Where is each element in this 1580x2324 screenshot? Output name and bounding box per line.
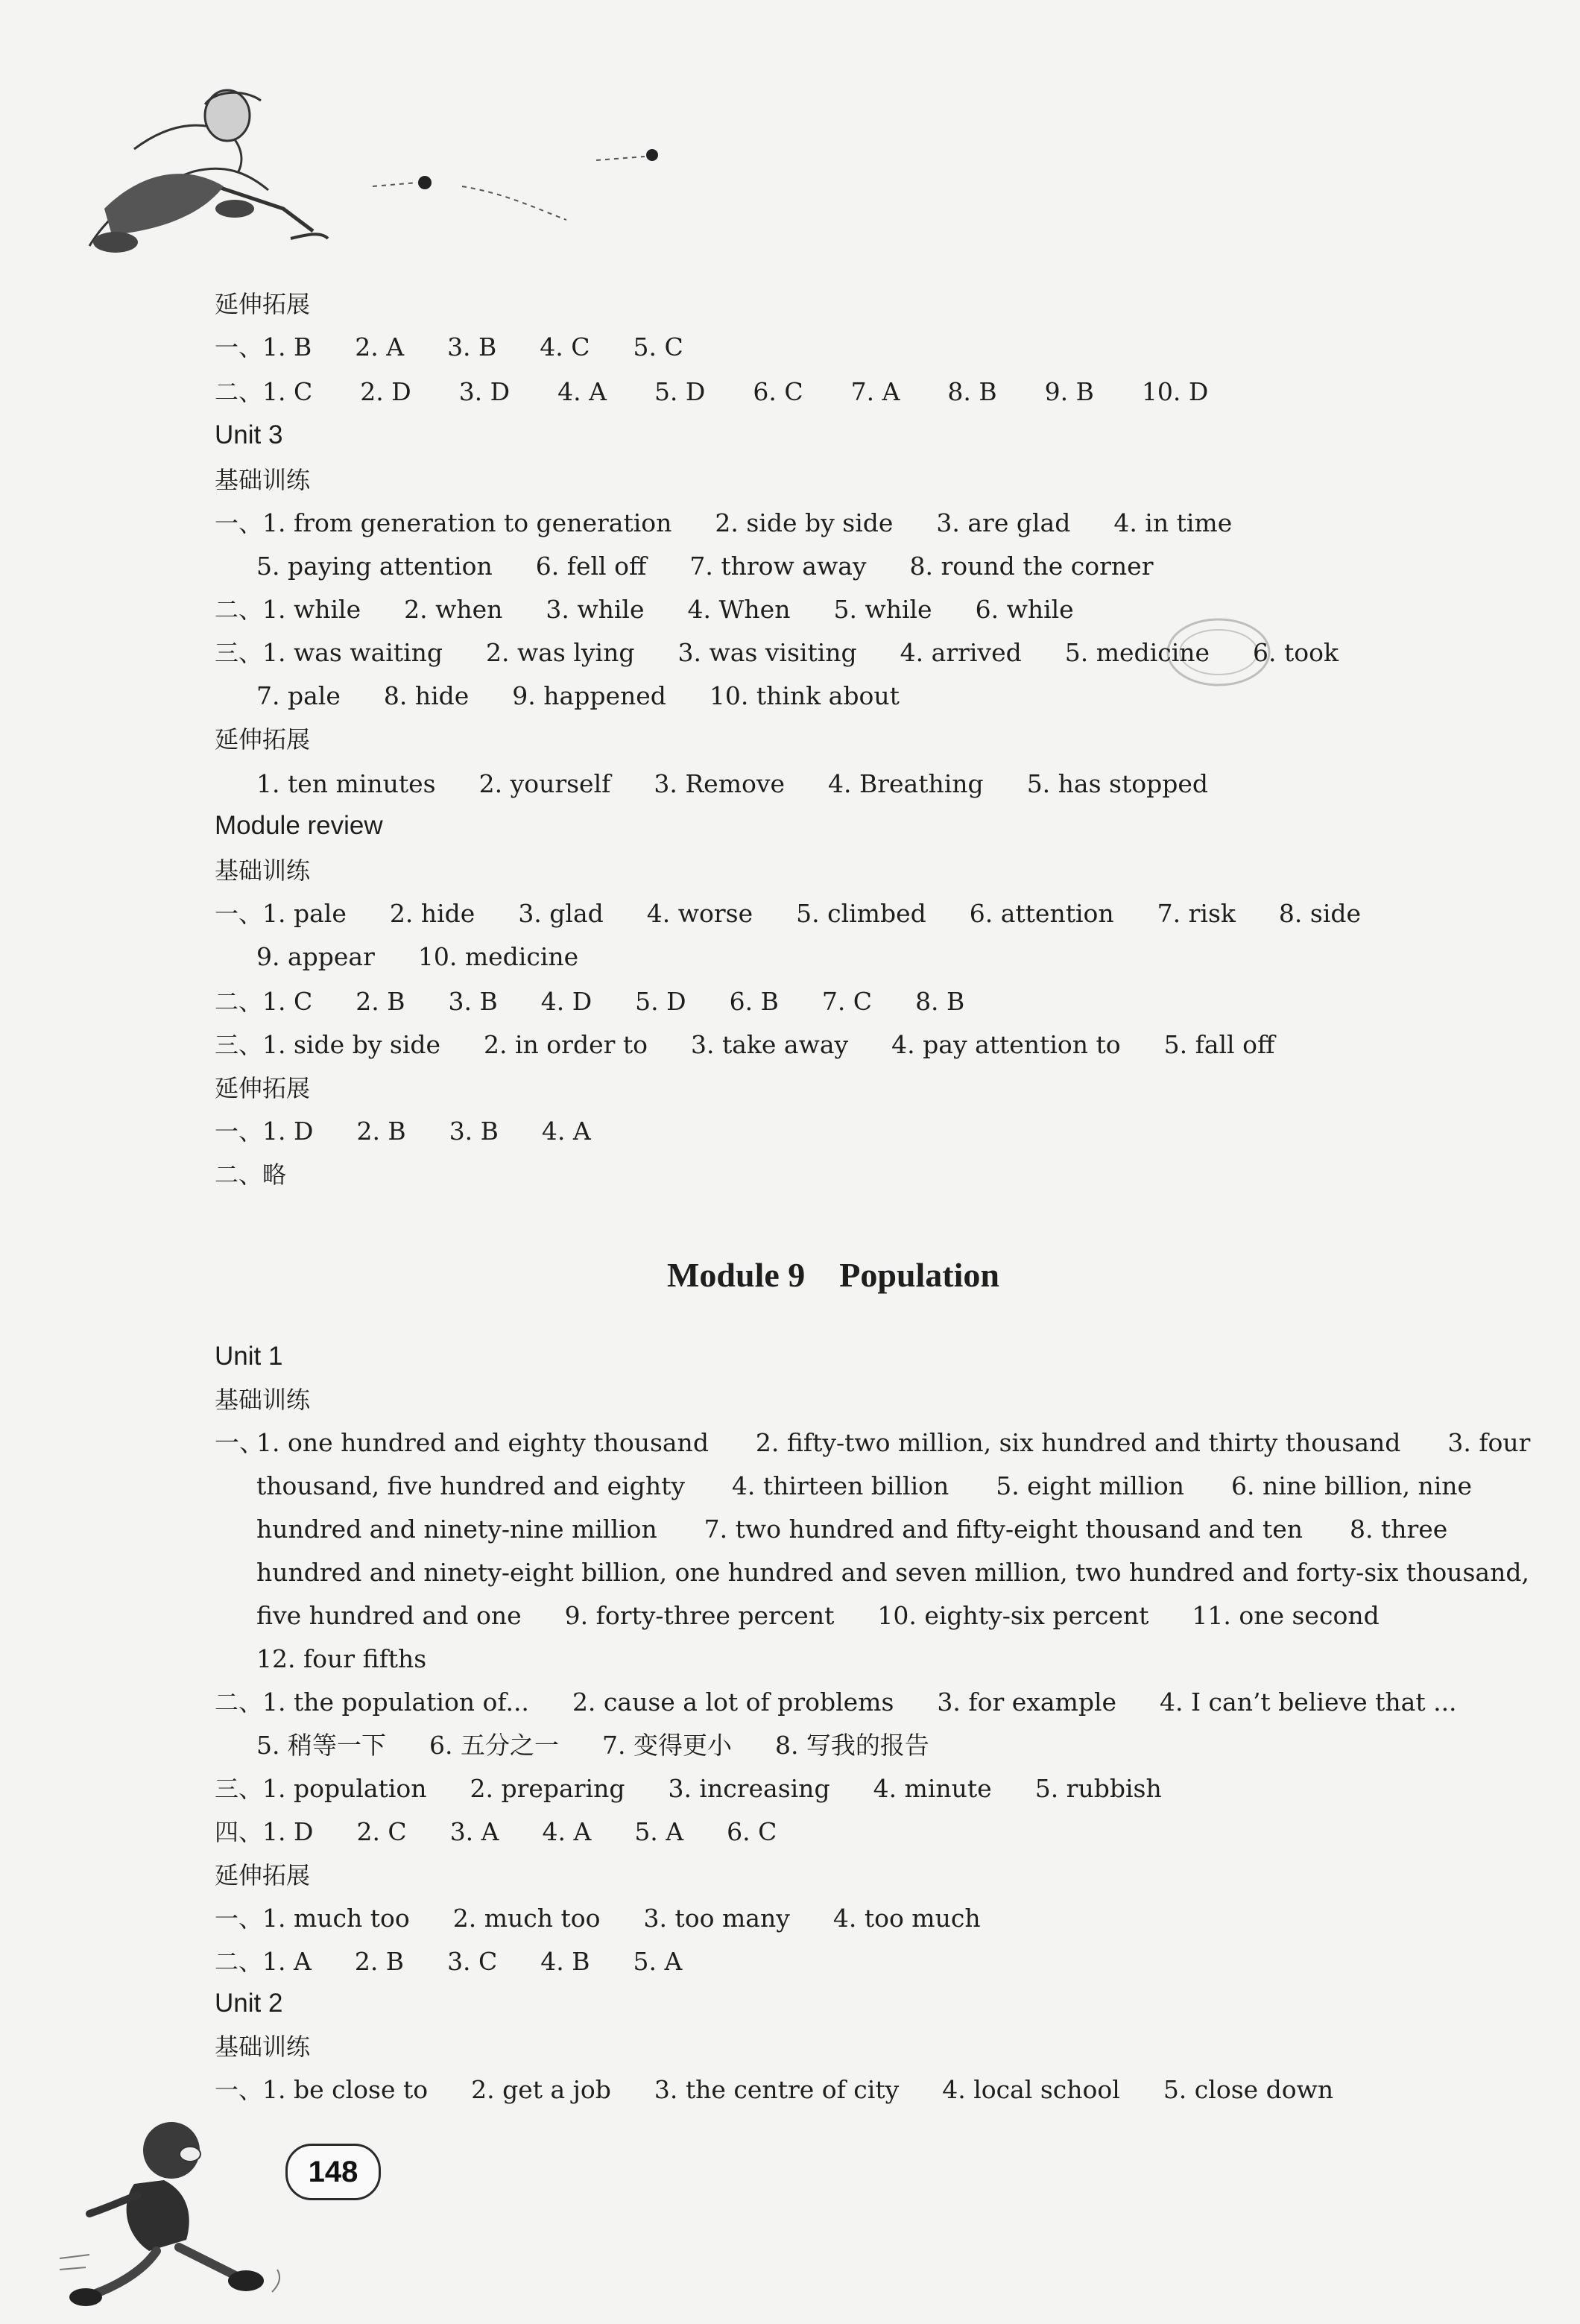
section-heading: 延伸拓展 <box>215 1861 311 1889</box>
answer-text-line: hundred and ninety-nine million 7. two hundred and fifty-eight thousand and ten 8. three <box>256 1515 1448 1544</box>
hockey-player-illustration <box>45 60 671 268</box>
unit-title: Unit 2 <box>215 1989 283 2018</box>
answer-row: 一、1. B 2. A 3. B 4. C 5. C <box>215 332 683 361</box>
answer-row-prefix: 一、 <box>215 1428 264 1457</box>
answer-row: 9. appear 10. medicine <box>256 942 579 971</box>
answer-row: 1. ten minutes 2. yourself 3. Remove 4. Breathing 5. has stopped <box>256 769 1208 798</box>
answer-row: 二、1. the population of... 2. cause a lot of problems 3. for example 4. I can’t believe that ... <box>215 1687 1457 1717</box>
answer-row: 二、1. while 2. when 3. while 4. When 5. while 6. while <box>215 595 1074 624</box>
unit-title: Unit 3 <box>215 420 283 449</box>
answer-row: 12. four fifths <box>256 1644 427 1673</box>
answer-row: 一、1. pale 2. hide 3. glad 4. worse 5. climbed 6. attention 7. risk 8. side <box>215 899 1362 928</box>
answer-row: 二、略 <box>215 1161 287 1189</box>
section-heading: 延伸拓展 <box>215 725 311 754</box>
answer-row: 四、1. D 2. C 3. A 4. A 5. A 6. C <box>215 1817 777 1846</box>
answer-row: 7. pale 8. hide 9. happened 10. think about <box>256 681 900 710</box>
answer-row: 一、1. much too 2. much too 3. too many 4. too much <box>215 1904 981 1933</box>
answer-text-line: thousand, five hundred and eighty 4. thirteen billion 5. eight million 6. nine billion, nine <box>256 1471 1473 1500</box>
answer-row: 5. paying attention 6. fell off 7. throw away 8. round the corner <box>256 552 1154 581</box>
page-number: 148 <box>285 2144 381 2200</box>
section-heading: 基础训练 <box>215 856 311 885</box>
section-heading: 基础训练 <box>215 466 311 494</box>
answer-row: 一、1. from generation to generation 2. side by side 3. are glad 4. in time <box>215 508 1233 537</box>
answer-row: 三、1. side by side 2. in order to 3. take away 4. pay attention to 5. fall off <box>215 1030 1275 1059</box>
unit-title: Module review <box>215 811 383 840</box>
section-heading: 基础训练 <box>215 1386 311 1414</box>
section-heading: 延伸拓展 <box>215 1074 311 1102</box>
answer-row: 二、1. C 2. D 3. D 4. A 5. D 6. C 7. A 8. B 9. B 10. D <box>215 377 1209 406</box>
section-heading: 延伸拓展 <box>215 290 311 318</box>
answer-text-line: 1. one hundred and eighty thousand 2. fifty-two million, six hundred and thirty thousand 3. four <box>256 1428 1531 1457</box>
answer-row: 二、1. A 2. B 3. C 4. B 5. A <box>215 1947 683 1976</box>
answer-row: 二、1. C 2. B 3. B 4. D 5. D 6. B 7. C 8. B <box>215 987 965 1016</box>
answer-row: 一、1. be close to 2. get a job 3. the centre of city 4. local school 5. close down <box>215 2075 1334 2104</box>
answer-row: 5. 稍等一下 6. 五分之一 7. 变得更小 8. 写我的报告 <box>256 1731 929 1760</box>
answer-row: 一、1. D 2. B 3. B 4. A <box>215 1117 591 1146</box>
answer-row: five hundred and one 9. forty-three percent 10. eighty-six percent 11. one second <box>256 1601 1380 1630</box>
module-title: Module 9 Population <box>666 1256 999 1294</box>
answer-row: 三、1. population 2. preparing 3. increasing 4. minute 5. rubbish <box>215 1774 1162 1803</box>
soccer-player-illustration <box>45 2109 298 2318</box>
answer-row: 三、1. was waiting 2. was lying 3. was visiting 4. arrived 5. medicine 6. took <box>215 638 1339 667</box>
answer-text-line: hundred and ninety-eight billion, one hundred and seven million, two hundred and forty-six thousand, <box>256 1558 1529 1587</box>
unit-title: Unit 1 <box>215 1342 283 1371</box>
section-heading: 基础训练 <box>215 2033 311 2061</box>
